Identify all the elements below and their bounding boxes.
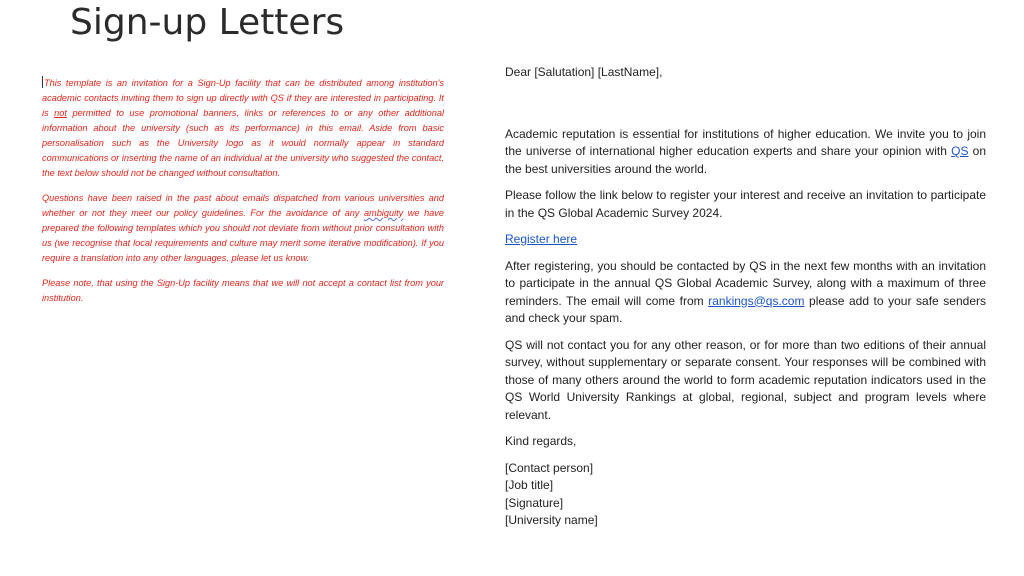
instructions-paragraph-2: Questions have been raised in the past about emails dispatched from various universities and whether or not they meet our policy guidelines. For the avoidance of any ambiguity we have prepared the following templates which you should not deviate from without prior consultation with us (we recognise that local requirements and culture may merit some iterative modification). If you require a translation into any other languages, please let us know. (42, 193, 444, 263)
register-link[interactable]: Register here (505, 232, 578, 246)
email-link[interactable]: rankings@qs.com (708, 293, 805, 308)
text-cursor (42, 76, 43, 88)
signature-line: [Job title] (505, 478, 554, 492)
signature-line: [Signature] (505, 495, 564, 510)
page-title: Sign-up Letters (70, 2, 345, 43)
emphasis-not: not (54, 108, 67, 118)
letter-closing: Kind regards, (505, 434, 577, 448)
letter-paragraph-4: QS will not contact you for any other reason, or for more than two editions of their annual survey, without supplementary or separate consent. Your responses will be combined with those of many others around the world to form academic reputation indicators used in the QS World University Rankings at global, regional, subject and program levels where relevant. (505, 337, 986, 422)
instructions-paragraph-3: Please note, that using the Sign-Up facility means that we will not accept a contact list from your institution. (42, 278, 444, 303)
letter-greeting: Dear [Salutation] [LastName], (505, 65, 663, 79)
letter-body (505, 64, 986, 530)
letter-paragraph-3: After registering, you should be contacted by QS in the next few months with an invitation to participate in the annual QS Global Academic Survey, along with a maximum of three reminders. The email will come from rankings@qs.com please add to your safe senders and check your spam. (505, 258, 986, 325)
spellcheck-word: ambiguity (363, 208, 404, 218)
letter-paragraph-2: Please follow the link below to register your interest and receive an invitation to participate in the QS Global Academic Survey 2024. (505, 188, 986, 220)
signature-block (505, 460, 986, 530)
instructions-panel (42, 76, 444, 316)
instructions-paragraph-1: This template is an invitation for a Sign-Up facility that can be distributed among institution's academic contacts inviting them to sign up directly with QS if they are interested in participating. It is not permitted to use promotional banners, links or references to or any other additional information about the university (such as its performance) in this email. Aside from basic personalisation such as the University logo as it would normally appear in standard communications or inserting the name of an individual at the university who suggested the contact, the text below should not be changed without consultation. (42, 78, 445, 178)
signature-line: [Contact person] (505, 460, 594, 475)
letter-paragraph-1: Academic reputation is essential for institutions of higher education. We invite you to join the universe of international higher education experts and share your opinion with QS on the best universities around the world. (505, 126, 987, 176)
qs-link[interactable]: QS (951, 144, 969, 158)
register-paragraph (505, 231, 986, 249)
signature-line: [University name] (505, 513, 598, 527)
